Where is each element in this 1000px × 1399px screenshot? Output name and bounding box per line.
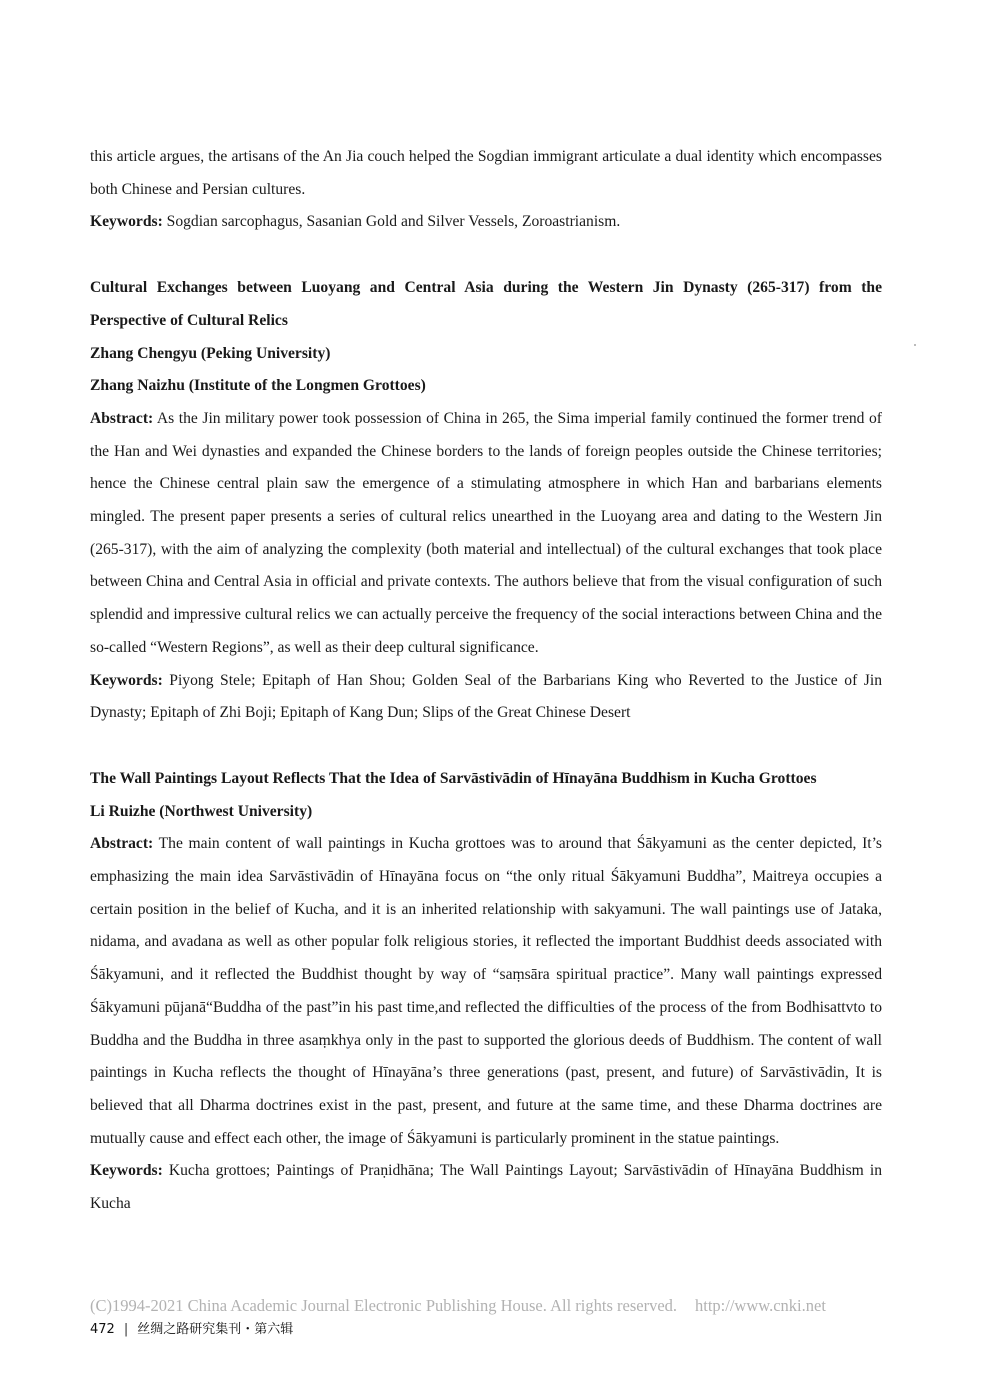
author: Li Ruizhe (Northwest University) (90, 802, 313, 820)
journal-name: 丝绸之路研究集刊・第六辑 (137, 1322, 294, 1337)
section-gap (90, 239, 882, 272)
article-title: The Wall Paintings Layout Reflects That the Idea of Sarvāstivādin of Hīnayāna Buddhism in Kucha Grottoes (90, 769, 817, 787)
scan-speck (914, 344, 916, 346)
keywords-label: Keywords: (90, 213, 163, 231)
previous-abstract-continuation: this article argues, the artisans of the An Jia couch helped the Sogdian immigrant articulate a dual identity which encompasses both Chinese and Persian cultures. (90, 148, 882, 198)
keywords-label: Keywords: (90, 671, 163, 689)
page-footer (90, 1318, 293, 1337)
footer-separator: | (123, 1322, 129, 1337)
author: Zhang Naizhu (Institute of the Longmen Grottoes) (90, 377, 426, 395)
copyright-text: (C)1994-2021 China Academic Journal Electronic Publishing House. All rights reserved. (90, 1296, 678, 1315)
keywords-text: Sogdian sarcophagus, Sasanian Gold and Silver Vessels, Zoroastrianism. (162, 213, 621, 231)
abstract-label: Abstract: (90, 835, 154, 853)
page-number: 472 (90, 1322, 115, 1337)
cnki-url: http://www.cnki.net (695, 1296, 826, 1315)
copyright-watermark (90, 1296, 908, 1316)
keywords-label: Keywords: (90, 1162, 163, 1180)
section-gap (90, 730, 882, 763)
keywords (90, 1155, 882, 1220)
abstract (90, 828, 882, 1155)
abstract-text: The main content of wall paintings in Kucha grottoes was to around that Śākyamuni as the center depicted, It’s emphasizing the main idea Sarvāstivādin of Hīnayāna focus on “the only ritual Śākyamuni Buddha”, Maitreya occupies a certain position in the belief of Kucha, and it is an inherited relationship with sakyamuni. The wall paintings use of Jataka, nidama, and avadana as well as other popular folk religious stories, it reflected the important Buddhist deeds associated with Śākyamuni, and it reflected the Buddhist thought by way of “saṃsāra spiritual practice”. Many wall paintings expressed Śākyamuni pūjanā“Buddha of the past”in his past time,and reflected the difficulties of the process of the from Bodhisattvto to Buddha and the Buddha in three asaṃkhya only in the past to supported the glorious deeds of Buddhism. The content of wall paintings in Kucha reflects the thought of Hīnayāna’s three generations (past, present, and future) of Sarvāstivādin, It is believed that all Dharma doctrines exist in the past, present, and future at the same time, and these Dharma doctrines are mutually cause and effect each other, the image of Śākyamuni is particularly prominent in the statue paintings. (90, 835, 882, 1147)
abstract-text: As the Jin military power took possession of China in 265, the Sima imperial family continued the former trend of the Han and Wei dynasties and expanded the Chinese borders to the lands of foreign peoples outside the Chinese territories; hence the Chinese central plain saw the emergence of a stimulating atmosphere in which Han and barbarians elements mingled. The present paper presents a series of cultural relics unearthed in the Luoyang area and dating to the Western Jin (265-317), with the aim of analyzing the complexity (both material and intellectual) of the cultural exchanges that took place between China and Central Asia in official and private contexts. The authors believe that from the visual configuration of such splendid and impressive cultural relics we can actually perceive the frequency of the social interactions between China and the so-called “Western Regions”, as well as their deep cultural significance. (90, 409, 882, 656)
keywords-text: Piyong Stele; Epitaph of Han Shou; Golden Seal of the Barbarians King who Reverted to the Justice of Jin Dynasty; Epitaph of Zhi Boji; Epitaph of Kang Dun; Slips of the Great Chinese Desert (90, 671, 882, 722)
article-title: Cultural Exchanges between Luoyang and Central Asia during the Western Jin Dynasty (265-317) from the Perspective of Cultural Relics (90, 279, 882, 329)
keywords (90, 665, 882, 730)
previous-keywords (90, 206, 882, 239)
abstract-label: Abstract: (90, 409, 154, 427)
keywords-text: Kucha grottoes; Paintings of Praṇidhāna; The Wall Paintings Layout; Sarvāstivādin of Hīnayāna Buddhism in Kucha (90, 1162, 882, 1213)
abstract (90, 403, 882, 665)
author: Zhang Chengyu (Peking University) (90, 344, 331, 362)
body-text (90, 141, 882, 1221)
